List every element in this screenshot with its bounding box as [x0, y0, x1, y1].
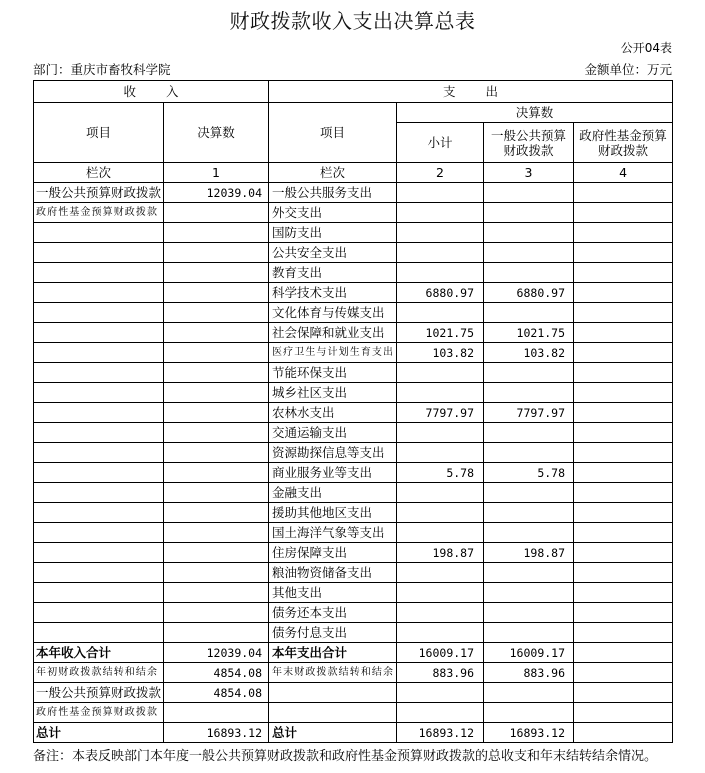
footnote: 备注：本表反映部门本年度一般公共预算财政拨款和政府性基金预算财政拨款的总收支和年末结转结余情况。 — [33, 749, 658, 764]
table-row — [34, 323, 673, 343]
income-index-label: 栏次 — [34, 163, 164, 183]
table-row — [34, 263, 673, 283]
general-budget-cell — [484, 683, 574, 703]
column-index-4: 4 — [574, 163, 673, 183]
general-budget-cell — [484, 583, 574, 603]
expense-item-cell — [269, 703, 397, 723]
expense-item-cell: 医疗卫生与计划生育支出 — [269, 343, 397, 363]
income-item-cell — [34, 343, 164, 363]
general-budget-cell: 1021.75 — [484, 323, 574, 343]
expense-item-cell: 住房保障支出 — [269, 543, 397, 563]
subtotal-cell — [397, 243, 484, 263]
table-row — [34, 303, 673, 323]
fund-budget-cell — [574, 583, 673, 603]
table-row — [34, 383, 673, 403]
income-item-cell: 一般公共预算财政拨款 — [34, 183, 164, 203]
table-row — [34, 563, 673, 583]
subtotal-cell — [397, 363, 484, 383]
budget-summary-table — [33, 80, 673, 743]
subtotal-cell — [397, 523, 484, 543]
subtotal-cell — [397, 583, 484, 603]
subtotal-header: 小计 — [397, 123, 484, 163]
general-budget-cell: 6880.97 — [484, 283, 574, 303]
fund-budget-cell — [574, 643, 673, 663]
fund-budget-header: 政府性基金预算 财政拨款 — [574, 123, 673, 163]
general-budget-cell: 5.78 — [484, 463, 574, 483]
fund-budget-cell — [574, 383, 673, 403]
column-header-row — [34, 103, 673, 123]
subtotal-cell — [397, 503, 484, 523]
fund-budget-cell — [574, 283, 673, 303]
subtotal-cell — [397, 203, 484, 223]
expense-item-cell: 节能环保支出 — [269, 363, 397, 383]
fund-budget-cell — [574, 443, 673, 463]
subtotal-cell — [397, 563, 484, 583]
income-amount-cell — [164, 563, 269, 583]
income-item-cell — [34, 623, 164, 643]
expense-item-cell: 城乡社区支出 — [269, 383, 397, 403]
income-item-cell — [34, 543, 164, 563]
subtotal-cell — [397, 443, 484, 463]
expense-item-cell: 农林水支出 — [269, 403, 397, 423]
expense-item-cell: 国防支出 — [269, 223, 397, 243]
table-body — [34, 183, 673, 743]
column-index-row — [34, 163, 673, 183]
column-index-2: 2 — [397, 163, 484, 183]
expense-item-cell: 其他支出 — [269, 583, 397, 603]
income-item-cell — [34, 563, 164, 583]
department-label: 部门：重庆市畜牧科学院 — [33, 62, 171, 77]
income-item-cell — [34, 223, 164, 243]
general-budget-cell — [484, 443, 574, 463]
table-row — [34, 703, 673, 723]
expense-item-cell: 援助其他地区支出 — [269, 503, 397, 523]
expense-item-cell: 债务付息支出 — [269, 623, 397, 643]
expense-item-cell: 交通运输支出 — [269, 423, 397, 443]
table-row — [34, 403, 673, 423]
general-budget-cell: 16009.17 — [484, 643, 574, 663]
income-item-cell — [34, 403, 164, 423]
table-row — [34, 423, 673, 443]
general-budget-cell — [484, 623, 574, 643]
income-amount-cell — [164, 363, 269, 383]
income-item-cell — [34, 503, 164, 523]
table-row — [34, 503, 673, 523]
table-row — [34, 203, 673, 223]
fund-budget-cell — [574, 543, 673, 563]
subtotal-cell — [397, 183, 484, 203]
income-item-cell — [34, 243, 164, 263]
amount-unit-label: 金额单位：万元 — [584, 62, 672, 77]
fund-budget-cell — [574, 623, 673, 643]
fund-budget-cell — [574, 463, 673, 483]
subtotal-cell: 103.82 — [397, 343, 484, 363]
general-budget-cell — [484, 243, 574, 263]
expense-item-cell: 年末财政拨款结转和结余 — [269, 663, 397, 683]
expense-item-cell: 外交支出 — [269, 203, 397, 223]
expense-item-cell: 公共安全支出 — [269, 243, 397, 263]
expense-item-cell: 商业服务业等支出 — [269, 463, 397, 483]
income-item-cell — [34, 463, 164, 483]
subtotal-cell — [397, 483, 484, 503]
income-item-cell: 政府性基金预算财政拨款 — [34, 703, 164, 723]
income-amount-cell — [164, 703, 269, 723]
section-header-row — [34, 81, 673, 103]
form-code: 公开04表 — [620, 41, 672, 55]
income-item-cell — [34, 603, 164, 623]
subtotal-cell: 16009.17 — [397, 643, 484, 663]
general-budget-header: 一般公共预算 财政拨款 — [484, 123, 574, 163]
expense-item-cell: 粮油物资储备支出 — [269, 563, 397, 583]
income-amount-cell — [164, 623, 269, 643]
general-budget-cell — [484, 703, 574, 723]
general-budget-cell: 198.87 — [484, 543, 574, 563]
fund-budget-cell — [574, 503, 673, 523]
expense-section-header: 支 出 — [269, 81, 673, 103]
table-row — [34, 603, 673, 623]
fund-budget-cell — [574, 423, 673, 443]
general-budget-cell — [484, 483, 574, 503]
subtotal-cell: 6880.97 — [397, 283, 484, 303]
income-item-cell — [34, 263, 164, 283]
general-budget-cell — [484, 223, 574, 243]
income-amount-cell — [164, 483, 269, 503]
general-budget-cell: 16893.12 — [484, 723, 574, 743]
income-amount-cell: 16893.12 — [164, 723, 269, 743]
table-row — [34, 583, 673, 603]
expense-item-header: 项目 — [269, 103, 397, 163]
fund-budget-cell — [574, 323, 673, 343]
table-row — [34, 463, 673, 483]
table-row — [34, 343, 673, 363]
expense-item-cell: 文化体育与传媒支出 — [269, 303, 397, 323]
table-row — [34, 183, 673, 203]
page-title: 财政拨款收入支出决算总表 — [229, 9, 476, 33]
general-budget-cell — [484, 603, 574, 623]
table-row — [34, 483, 673, 503]
subtotal-cell — [397, 623, 484, 643]
table-row — [34, 543, 673, 563]
income-amount-cell — [164, 303, 269, 323]
income-amount-cell — [164, 423, 269, 443]
income-item-cell: 总计 — [34, 723, 164, 743]
income-amount-cell — [164, 283, 269, 303]
table-row — [34, 363, 673, 383]
income-amount-cell — [164, 543, 269, 563]
income-item-cell: 一般公共预算财政拨款 — [34, 683, 164, 703]
fund-budget-cell — [574, 203, 673, 223]
expense-item-cell: 资源勘探信息等支出 — [269, 443, 397, 463]
expense-item-cell: 总计 — [269, 723, 397, 743]
subtotal-cell: 7797.97 — [397, 403, 484, 423]
income-amount-cell — [164, 343, 269, 363]
subtotal-cell — [397, 383, 484, 403]
income-amount-cell — [164, 323, 269, 343]
income-item-cell — [34, 483, 164, 503]
income-amount-cell — [164, 603, 269, 623]
table-row — [34, 663, 673, 683]
income-item-header: 项目 — [34, 103, 164, 163]
subtotal-cell — [397, 703, 484, 723]
subtotal-cell — [397, 683, 484, 703]
expense-item-cell: 社会保障和就业支出 — [269, 323, 397, 343]
general-budget-cell — [484, 183, 574, 203]
income-item-cell — [34, 283, 164, 303]
income-amount-cell — [164, 383, 269, 403]
income-amount-cell — [164, 503, 269, 523]
fund-budget-cell — [574, 303, 673, 323]
general-budget-cell — [484, 363, 574, 383]
subtotal-cell — [397, 223, 484, 243]
fund-budget-cell — [574, 483, 673, 503]
income-amount-cell — [164, 463, 269, 483]
subtotal-cell: 16893.12 — [397, 723, 484, 743]
table-row — [34, 223, 673, 243]
income-amount-cell — [164, 443, 269, 463]
fund-budget-cell — [574, 263, 673, 283]
income-amount-cell — [164, 583, 269, 603]
subtotal-cell: 198.87 — [397, 543, 484, 563]
general-budget-cell — [484, 203, 574, 223]
table-row — [34, 723, 673, 743]
fund-budget-cell — [574, 663, 673, 683]
fund-budget-cell — [574, 703, 673, 723]
expense-amount-header: 决算数 — [397, 103, 673, 123]
income-amount-header: 决算数 — [164, 103, 269, 163]
general-budget-cell — [484, 423, 574, 443]
fund-budget-cell — [574, 523, 673, 543]
subtotal-cell — [397, 263, 484, 283]
subtotal-cell: 883.96 — [397, 663, 484, 683]
general-budget-cell — [484, 523, 574, 543]
expense-item-cell: 教育支出 — [269, 263, 397, 283]
subtotal-cell — [397, 603, 484, 623]
general-budget-cell — [484, 383, 574, 403]
table-row — [34, 623, 673, 643]
expense-item-cell — [269, 683, 397, 703]
income-item-cell — [34, 303, 164, 323]
income-item-cell — [34, 423, 164, 443]
expense-item-cell: 国土海洋气象等支出 — [269, 523, 397, 543]
income-amount-cell — [164, 223, 269, 243]
subtotal-cell — [397, 423, 484, 443]
income-item-cell: 年初财政拨款结转和结余 — [34, 663, 164, 683]
expense-index-label: 栏次 — [269, 163, 397, 183]
income-amount-cell — [164, 523, 269, 543]
income-amount-cell — [164, 203, 269, 223]
general-budget-cell — [484, 303, 574, 323]
income-item-cell: 本年收入合计 — [34, 643, 164, 663]
expense-item-cell: 金融支出 — [269, 483, 397, 503]
general-budget-cell — [484, 563, 574, 583]
subtotal-cell — [397, 303, 484, 323]
expense-item-cell: 债务还本支出 — [269, 603, 397, 623]
income-item-cell — [34, 363, 164, 383]
expense-item-cell: 科学技术支出 — [269, 283, 397, 303]
fund-budget-cell — [574, 723, 673, 743]
income-item-cell — [34, 583, 164, 603]
income-amount-cell: 12039.04 — [164, 643, 269, 663]
income-amount-cell: 4854.08 — [164, 683, 269, 703]
income-section-header: 收 入 — [34, 81, 269, 103]
table-row — [34, 523, 673, 543]
fund-budget-cell — [574, 223, 673, 243]
table-row — [34, 243, 673, 263]
general-budget-cell — [484, 263, 574, 283]
income-amount-cell: 12039.04 — [164, 183, 269, 203]
income-amount-cell — [164, 263, 269, 283]
income-amount-cell: 4854.08 — [164, 663, 269, 683]
fund-budget-cell — [574, 403, 673, 423]
fund-budget-cell — [574, 183, 673, 203]
fund-budget-cell — [574, 603, 673, 623]
fund-budget-cell — [574, 683, 673, 703]
income-item-cell — [34, 383, 164, 403]
general-budget-cell: 7797.97 — [484, 403, 574, 423]
income-item-cell — [34, 523, 164, 543]
table-row — [34, 283, 673, 303]
fund-budget-cell — [574, 243, 673, 263]
general-budget-cell: 103.82 — [484, 343, 574, 363]
fund-budget-cell — [574, 363, 673, 383]
subtotal-cell: 5.78 — [397, 463, 484, 483]
income-item-cell: 政府性基金预算财政拨款 — [34, 203, 164, 223]
subtotal-cell: 1021.75 — [397, 323, 484, 343]
general-budget-cell: 883.96 — [484, 663, 574, 683]
table-row — [34, 443, 673, 463]
income-amount-cell — [164, 403, 269, 423]
expense-item-cell: 一般公共服务支出 — [269, 183, 397, 203]
expense-item-cell: 本年支出合计 — [269, 643, 397, 663]
fund-budget-cell — [574, 343, 673, 363]
income-item-cell — [34, 323, 164, 343]
fund-budget-cell — [574, 563, 673, 583]
income-item-cell — [34, 443, 164, 463]
table-row — [34, 643, 673, 663]
column-index-3: 3 — [484, 163, 574, 183]
general-budget-cell — [484, 503, 574, 523]
table-row — [34, 683, 673, 703]
column-index-1: 1 — [164, 163, 269, 183]
income-amount-cell — [164, 243, 269, 263]
